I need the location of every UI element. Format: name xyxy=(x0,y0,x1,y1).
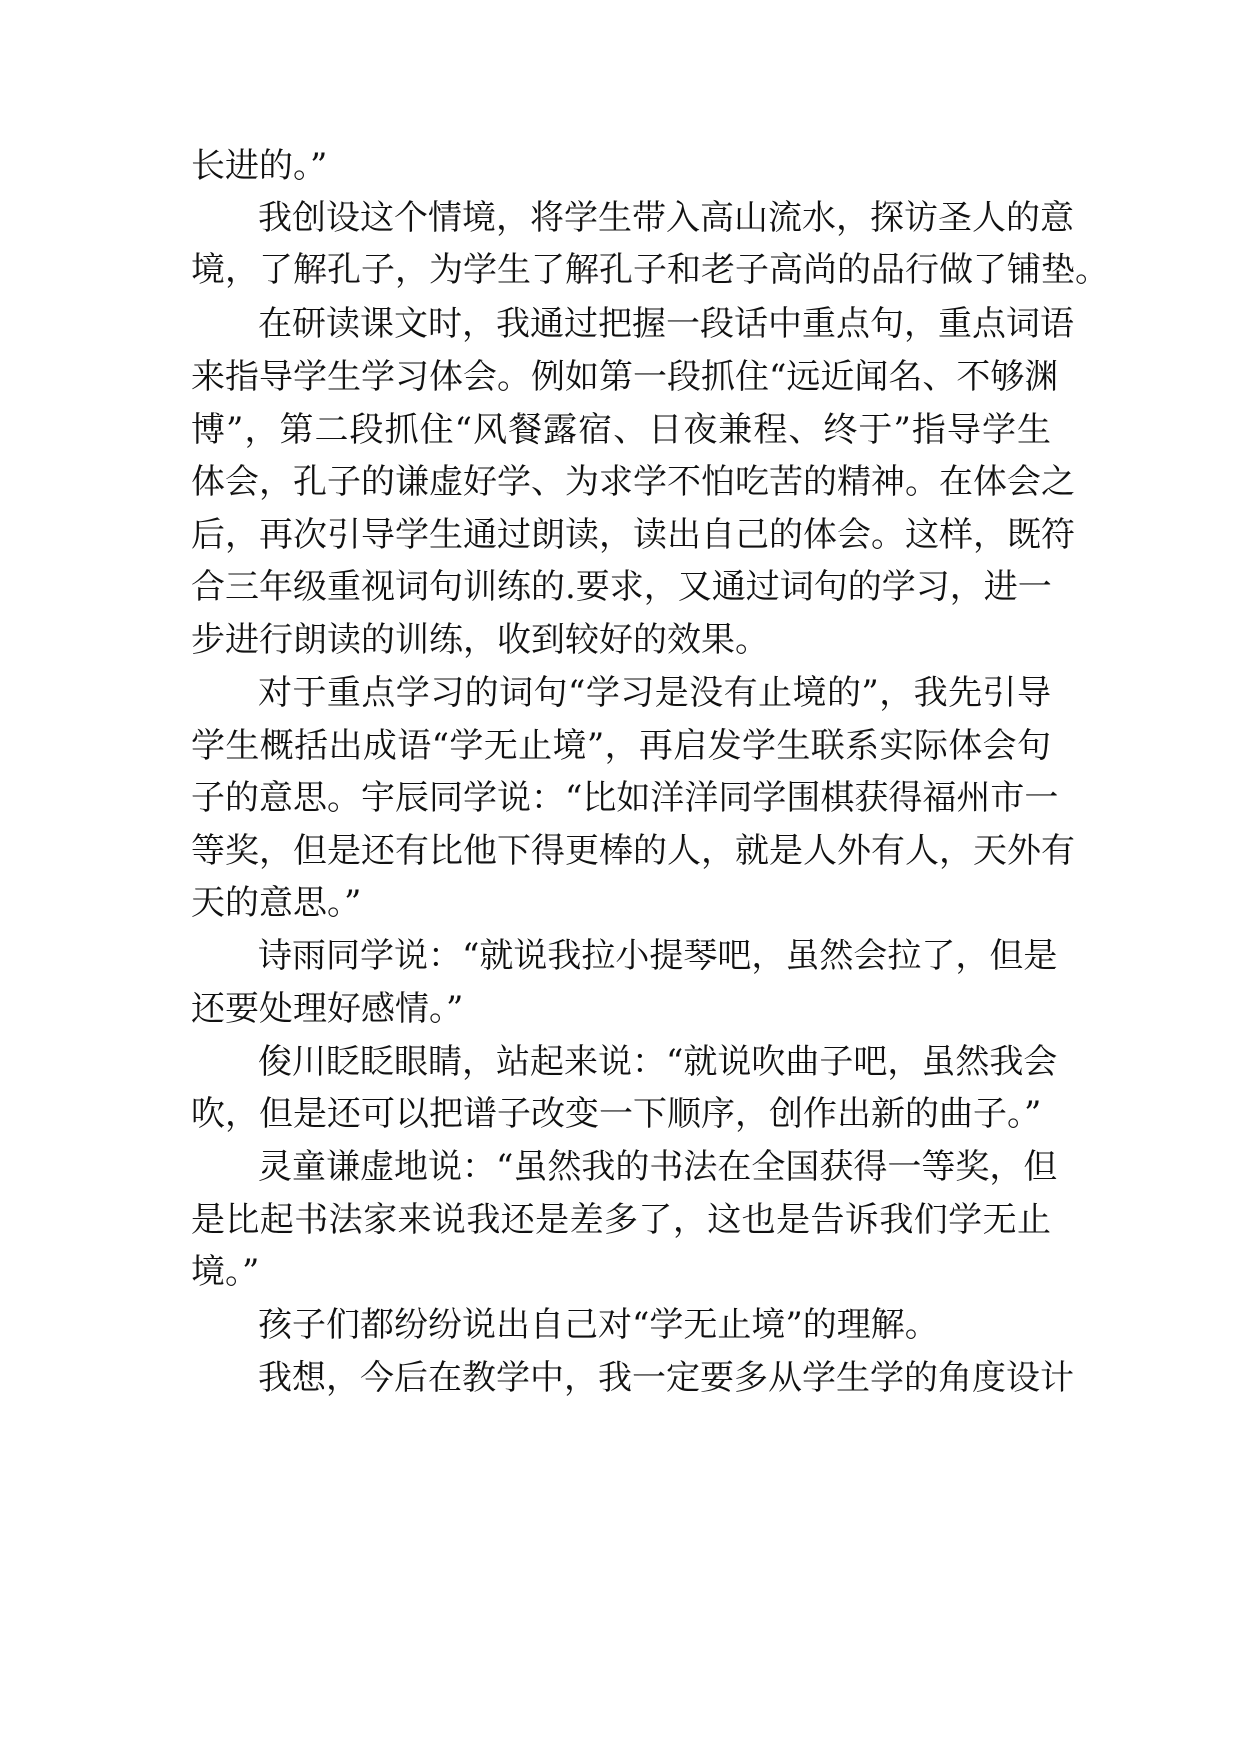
text-line: 长进的。” xyxy=(191,146,328,186)
paragraph-first-line: 俊川眨眨眼睛，站起来说：“就说吹曲子吧，虽然我会 xyxy=(258,1042,1058,1082)
text-line: 境。” xyxy=(191,1252,260,1292)
text-line: 学生概括出成语“学无止境”，再启发学生联系实际体会句 xyxy=(191,726,1051,766)
text-line: 合三年级重视词句训练的.要求，又通过词句的学习，进一 xyxy=(191,567,1052,607)
text-line: 体会，孔子的谦虚好学、为求学不怕吃苦的精神。在体会之 xyxy=(191,462,1075,502)
text-line: 博”，第二段抓住“风餐露宿、日夜兼程、终于”指导学生 xyxy=(191,410,1051,450)
paragraph-first-line: 在研读课文时，我通过把握一段话中重点句，重点词语 xyxy=(258,304,1074,344)
paragraph-first-line: 我创设这个情境，将学生带入高山流水，探访圣人的意 xyxy=(258,198,1074,238)
text-line: 吹，但是还可以把谱子改变一下顺序，创作出新的曲子。” xyxy=(191,1094,1042,1134)
text-line: 等奖，但是还有比他下得更棒的人，就是人外有人，天外有 xyxy=(191,831,1075,871)
text-line: 后，再次引导学生通过朗读，读出自己的体会。这样，既符 xyxy=(191,515,1075,555)
text-line: 子的意思。宇辰同学说：“比如洋洋同学围棋获得福州市一 xyxy=(191,778,1059,818)
text-line: 天的意思。” xyxy=(191,883,362,923)
paragraph-first-line: 对于重点学习的词句“学习是没有止境的”，我先引导 xyxy=(258,673,1051,713)
paragraph-first-line: 我想，今后在教学中，我一定要多从学生学的角度设计 xyxy=(258,1358,1074,1398)
text-line: 来指导学生学习体会。例如第一段抓住“远近闻名、不够渊 xyxy=(191,357,1059,397)
text-line: 还要处理好感情。” xyxy=(191,989,464,1029)
paragraph-first-line: 诗雨同学说：“就说我拉小提琴吧，虽然会拉了，但是 xyxy=(258,936,1058,976)
text-line: 是比起书法家来说我还是差多了，这也是告诉我们学无止 xyxy=(191,1200,1051,1240)
paragraph-first-line: 灵童谦虚地说：“虽然我的书法在全国获得一等奖，但 xyxy=(258,1147,1058,1187)
text-line: 境，了解孔子，为学生了解孔子和老子高尚的品行做了铺垫。 xyxy=(191,250,1109,290)
text-line: 步进行朗读的训练，收到较好的效果。 xyxy=(191,620,769,660)
paragraph-first-line: 孩子们都纷纷说出自己对“学无止境”的理解。 xyxy=(258,1305,939,1345)
